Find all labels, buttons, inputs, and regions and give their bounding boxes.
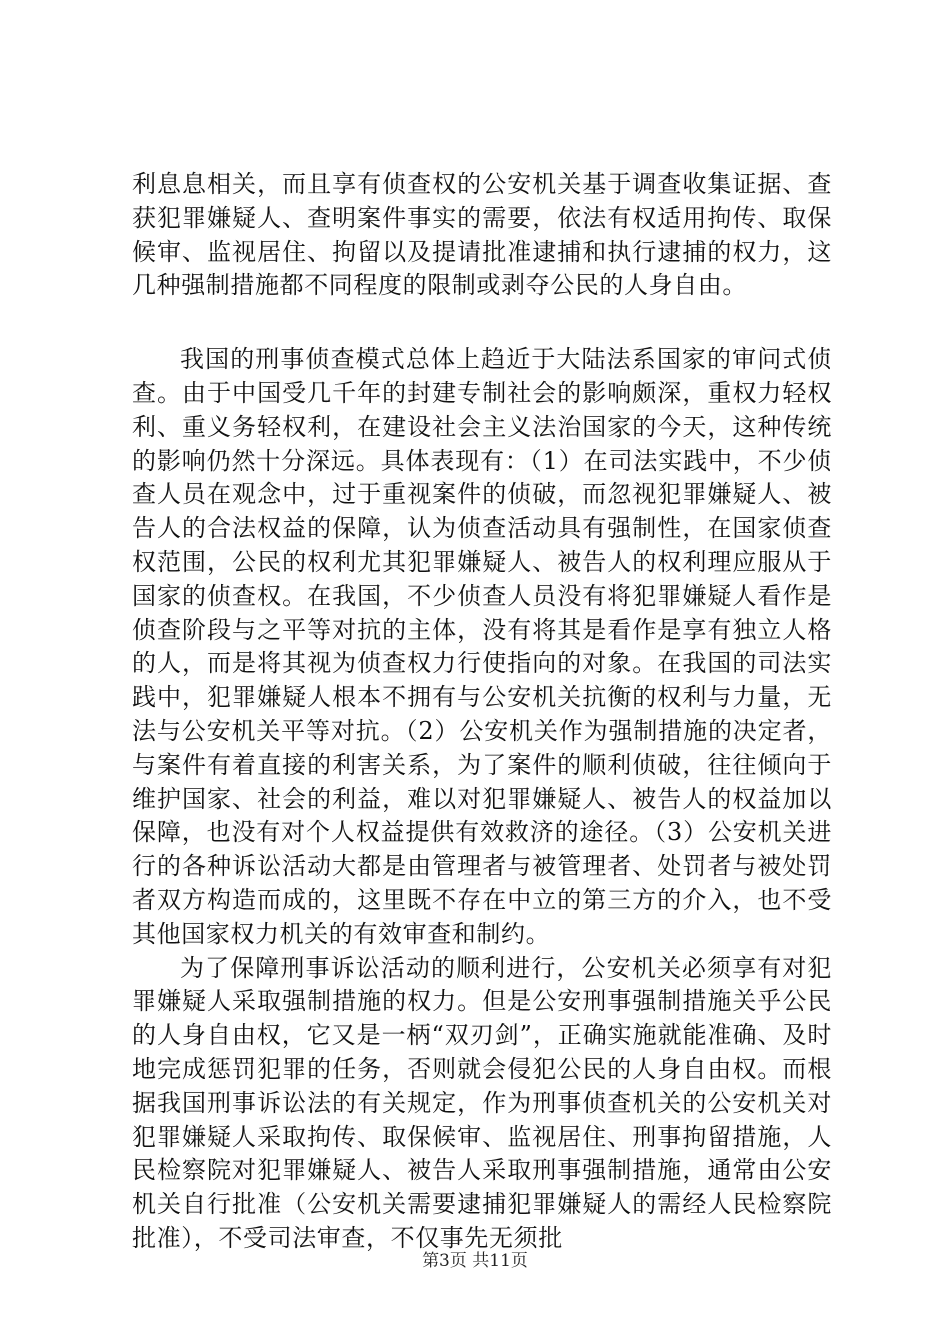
paragraph-continuation: 利息息相关，而且享有侦查权的公安机关基于调查收集证据、查获犯罪嫌疑人、查明案件事实的需要，依法有权适用拘传、取保候审、监视居住、拘留以及提请批准逮捕和执行逮捕的权力，这几种强制措施都不同程度的限制或剥夺公民的人身自由。 — [132, 170, 832, 300]
page-number-footer: 第3页 共11页 — [422, 1251, 528, 1271]
paragraph-coercive-measures: 为了保障刑事诉讼活动的顺利进行，公安机关必须享有对犯罪嫌疑人采取强制措施的权力。但是公安刑事强制措施关乎公民的人身自由权，它又是一柄“双刃剑”，正确实施就能准确、及时地完成惩罚犯罪的任务，否则就会侵犯公民的人身自由权。而根据我国刑事诉讼法的有关规定，作为刑事侦查机关的公安机关对犯罪嫌疑人采取拘传、取保候审、监视居住、刑事拘留措施，人民检察院对犯罪嫌疑人、被告人采取刑事强制措施，通常由公安机关自行批准（公安机关需要逮捕犯罪嫌疑人的需经人民检察院批准），不受司法审查，不仅事先无须批 — [132, 953, 832, 1252]
document-body — [132, 168, 832, 1256]
paragraph-investigation-model: 我国的刑事侦查模式总体上趋近于大陆法系国家的审问式侦查。由于中国受几千年的封建专制社会的影响颇深，重权力轻权利、重义务轻权利，在建设社会主义法治国家的今天，这种传统的影响仍然十分深远。具体表现有：（1）在司法实践中，不少侦查人员在观念中，过于重视案件的侦破，而忽视犯罪嫌疑人、被告人的合法权益的保障，认为侦查活动具有强制性，在国家侦查权范围，公民的权利尤其犯罪嫌疑人、被告人的权利理应服从于国家的侦查权。在我国，不少侦查人员没有将犯罪嫌疑人看作是侦查阶段与之平等对抗的主体，没有将其是看作是享有独立人格的人，而是将其视为侦查权力行使指向的对象。在我国的司法实践中，犯罪嫌疑人根本不拥有与公安机关抗衡的权利与力量，无法与公安机关平等对抗。（2）公安机关作为强制措施的决定者，与案件有着直接的利害关系，为了案件的顺利侦破，往往倾向于维护国家、社会的利益，难以对犯罪嫌疑人、被告人的权益加以保障，也没有对个人权益提供有效救济的途径。（3）公安机关进行的各种诉讼活动大都是由管理者与被管理者、处罚者与被处罚者双方构造而成的，这里既不存在中立的第三方的介入，也不受其他国家权力机关的有效审查和制约。 — [132, 345, 832, 948]
